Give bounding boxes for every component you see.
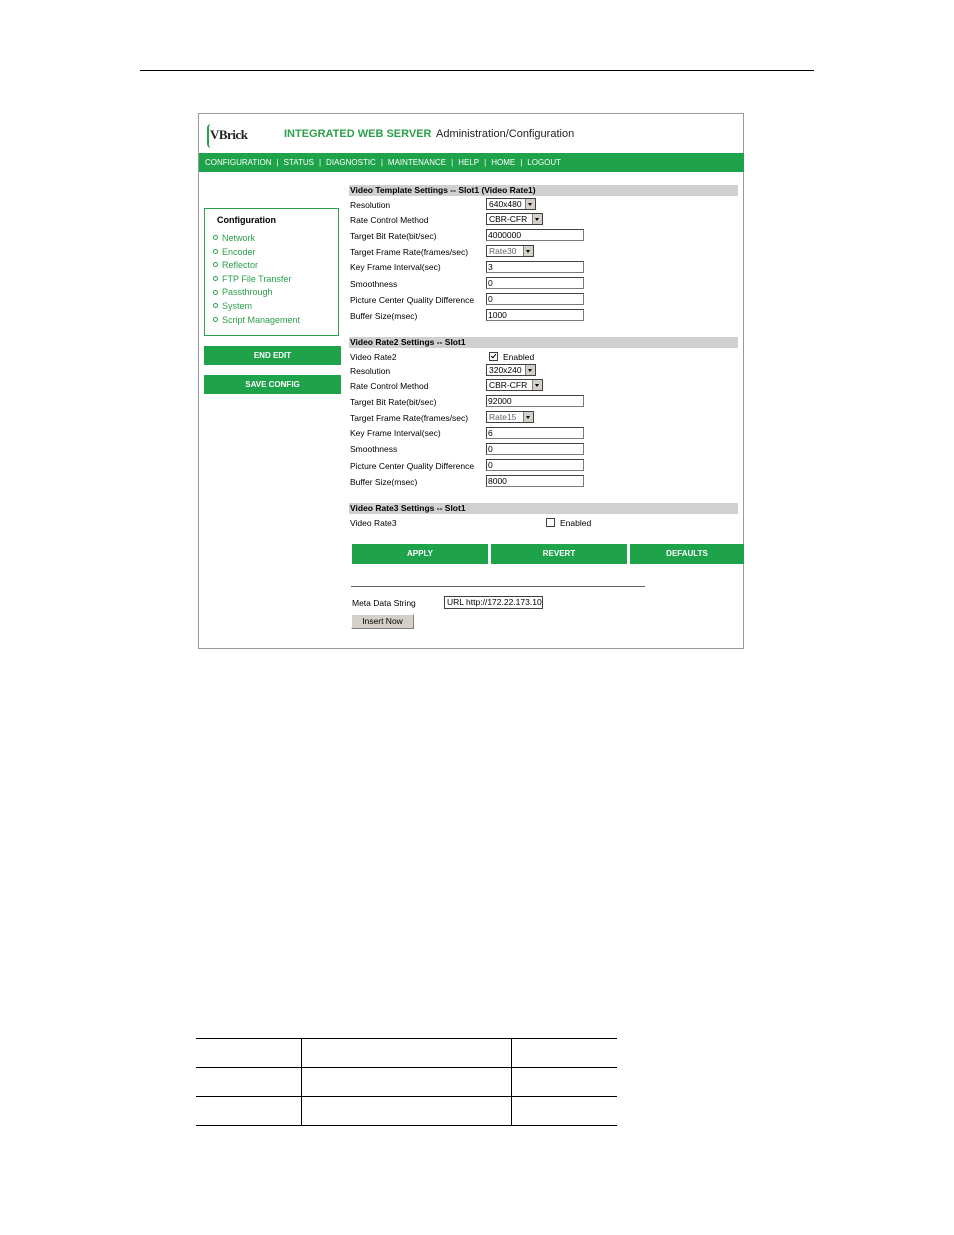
end-edit-button[interactable]: END EDIT bbox=[204, 346, 341, 365]
rate1-pcqd-label: Picture Center Quality Difference bbox=[350, 295, 475, 305]
rate2-enabled-label: Enabled bbox=[503, 352, 535, 362]
server-title: INTEGRATED WEB SERVER bbox=[284, 128, 432, 140]
rate1-framerate-select[interactable] bbox=[486, 245, 534, 257]
bullet-icon bbox=[213, 235, 218, 240]
rate1-resolution-label: Resolution bbox=[350, 200, 391, 210]
rate2-bitrate-label: Target Bit Rate(bit/sec) bbox=[350, 397, 437, 407]
sidebar-item-label: Passthrough bbox=[222, 287, 273, 298]
rate2-framerate-select[interactable] bbox=[486, 411, 534, 423]
table-row bbox=[196, 1068, 617, 1097]
rate1-bitrate-label: Target Bit Rate(bit/sec) bbox=[350, 231, 437, 241]
sidebar-item-label: System bbox=[222, 300, 253, 311]
select-value: CBR-CFR bbox=[489, 380, 528, 390]
sidebar-item-label: Reflector bbox=[222, 260, 259, 271]
sidebar-item-label: Encoder bbox=[222, 246, 256, 257]
rate2-pcqd-label: Picture Center Quality Difference bbox=[350, 461, 475, 471]
insert-now-button[interactable]: Insert Now bbox=[351, 614, 414, 629]
nav-separator: | bbox=[380, 158, 383, 167]
rate1-buffer-label: Buffer Size(msec) bbox=[350, 311, 418, 321]
rate2-keyframe-label: Key Frame Interval(sec) bbox=[350, 428, 441, 438]
nav-separator: | bbox=[520, 158, 523, 167]
meta-data-label: Meta Data String bbox=[352, 598, 416, 608]
rate2-buffer-label: Buffer Size(msec) bbox=[350, 477, 418, 487]
dropdown-arrow-icon bbox=[525, 365, 535, 375]
sidebar-item-label: FTP File Transfer bbox=[222, 273, 292, 284]
rate2-bitrate-input[interactable]: 92000 bbox=[486, 395, 584, 407]
table-row bbox=[196, 1097, 617, 1126]
logo-text: VBrick bbox=[210, 127, 248, 142]
rate2-section-header: Video Rate2 Settings -- Slot1 bbox=[349, 337, 738, 348]
sidebar-title: Configuration bbox=[217, 215, 276, 225]
nav-diagnostic[interactable]: DIAGNOSTIC bbox=[326, 158, 376, 167]
save-config-button[interactable]: SAVE CONFIG bbox=[204, 375, 341, 394]
rate3-enabled-label: Enabled bbox=[560, 518, 592, 528]
rate2-resolution-label: Resolution bbox=[350, 366, 391, 376]
rate3-enabled-checkbox[interactable] bbox=[546, 518, 555, 527]
nav-help[interactable]: HELP bbox=[458, 158, 480, 167]
apply-button[interactable]: APPLY bbox=[352, 544, 488, 564]
rate2-smoothness-label: Smoothness bbox=[350, 444, 398, 454]
revert-button[interactable]: REVERT bbox=[491, 544, 627, 564]
dropdown-arrow-icon bbox=[523, 246, 533, 256]
rate1-framerate-label: Target Frame Rate(frames/sec) bbox=[350, 247, 469, 257]
sidebar-item-encoder[interactable] bbox=[213, 246, 300, 260]
rate1-pcqd-input[interactable]: 0 bbox=[486, 293, 584, 305]
web-server-window bbox=[198, 113, 744, 649]
rate2-buffer-input[interactable]: 8000 bbox=[486, 475, 584, 487]
server-subtitle: Administration/Configuration bbox=[436, 128, 575, 140]
rate2-rate-control-label: Rate Control Method bbox=[350, 381, 429, 391]
rate1-section-header: Video Template Settings -- Slot1 (Video Rate1) bbox=[349, 185, 738, 196]
vbrick-logo bbox=[207, 120, 248, 150]
top-nav-bar bbox=[199, 153, 744, 172]
rate1-bitrate-input[interactable]: 4000000 bbox=[486, 229, 584, 241]
rate2-smoothness-input[interactable]: 0 bbox=[486, 443, 584, 455]
sidebar-item-ftp-file-transfer[interactable] bbox=[213, 273, 300, 287]
rate1-keyframe-label: Key Frame Interval(sec) bbox=[350, 262, 441, 272]
rate1-rate-control-select[interactable] bbox=[486, 213, 543, 225]
defaults-button[interactable]: DEFAULTS bbox=[630, 544, 744, 564]
rate1-smoothness-label: Smoothness bbox=[350, 279, 398, 289]
sidebar-item-label: Network bbox=[222, 233, 256, 243]
sidebar-item-label: Script Management bbox=[222, 314, 301, 325]
sidebar-item-script-management[interactable] bbox=[213, 314, 300, 328]
nav-separator: | bbox=[451, 158, 454, 167]
sidebar-item-network[interactable] bbox=[213, 232, 300, 246]
select-value: Rate15 bbox=[489, 412, 517, 422]
rate2-pcqd-input[interactable]: 0 bbox=[486, 459, 584, 471]
bullet-icon bbox=[213, 262, 218, 267]
select-value: Rate30 bbox=[489, 246, 517, 256]
page-header-rule bbox=[140, 70, 814, 71]
bullet-icon bbox=[213, 249, 218, 254]
rate3-section-header: Video Rate3 Settings -- Slot1 bbox=[349, 503, 738, 514]
rate2-enable-label: Video Rate2 bbox=[350, 352, 397, 362]
nav-maintenance[interactable]: MAINTENANCE bbox=[387, 158, 447, 167]
rate1-keyframe-input[interactable]: 3 bbox=[486, 261, 584, 273]
rate2-rate-control-select[interactable] bbox=[486, 379, 543, 391]
rate2-enabled-checkbox[interactable] bbox=[489, 352, 498, 361]
empty-document-table bbox=[196, 1038, 617, 1126]
nav-home[interactable]: HOME bbox=[491, 158, 516, 167]
select-value: CBR-CFR bbox=[489, 214, 528, 224]
select-value: 320x240 bbox=[489, 365, 522, 375]
table-row bbox=[196, 1039, 617, 1068]
rate3-enable-label: Video Rate3 bbox=[350, 518, 397, 528]
rate2-framerate-label: Target Frame Rate(frames/sec) bbox=[350, 413, 469, 423]
nav-status[interactable]: STATUS bbox=[283, 158, 314, 167]
rate2-resolution-select[interactable] bbox=[486, 364, 536, 376]
bullet-icon bbox=[213, 276, 218, 281]
rate1-smoothness-input[interactable]: 0 bbox=[486, 277, 584, 289]
sidebar-item-system[interactable] bbox=[213, 300, 300, 314]
bullet-icon bbox=[213, 290, 218, 295]
select-value: 640x480 bbox=[489, 199, 522, 209]
nav-logout[interactable]: LOGOUT bbox=[527, 158, 562, 167]
dropdown-arrow-icon bbox=[523, 412, 533, 422]
nav-separator: | bbox=[484, 158, 487, 167]
meta-divider bbox=[351, 586, 645, 587]
rate1-rate-control-label: Rate Control Method bbox=[350, 215, 429, 225]
dropdown-arrow-icon bbox=[525, 199, 535, 209]
rate1-buffer-input[interactable]: 1000 bbox=[486, 309, 584, 321]
rate1-resolution-select[interactable] bbox=[486, 198, 536, 210]
configuration-menu bbox=[204, 208, 339, 336]
dropdown-arrow-icon bbox=[532, 214, 542, 224]
bullet-icon bbox=[213, 317, 218, 322]
meta-data-input[interactable]: URL http://172.22.173.10 bbox=[444, 596, 543, 609]
sidebar-item-reflector[interactable] bbox=[213, 259, 300, 273]
nav-separator: | bbox=[318, 158, 322, 167]
nav-configuration[interactable]: CONFIGURATION bbox=[205, 158, 272, 167]
sidebar-item-passthrough[interactable] bbox=[213, 286, 300, 300]
bullet-icon bbox=[213, 303, 218, 308]
nav-separator: | bbox=[276, 158, 279, 167]
dropdown-arrow-icon bbox=[532, 380, 542, 390]
rate2-keyframe-input[interactable]: 6 bbox=[486, 427, 584, 439]
